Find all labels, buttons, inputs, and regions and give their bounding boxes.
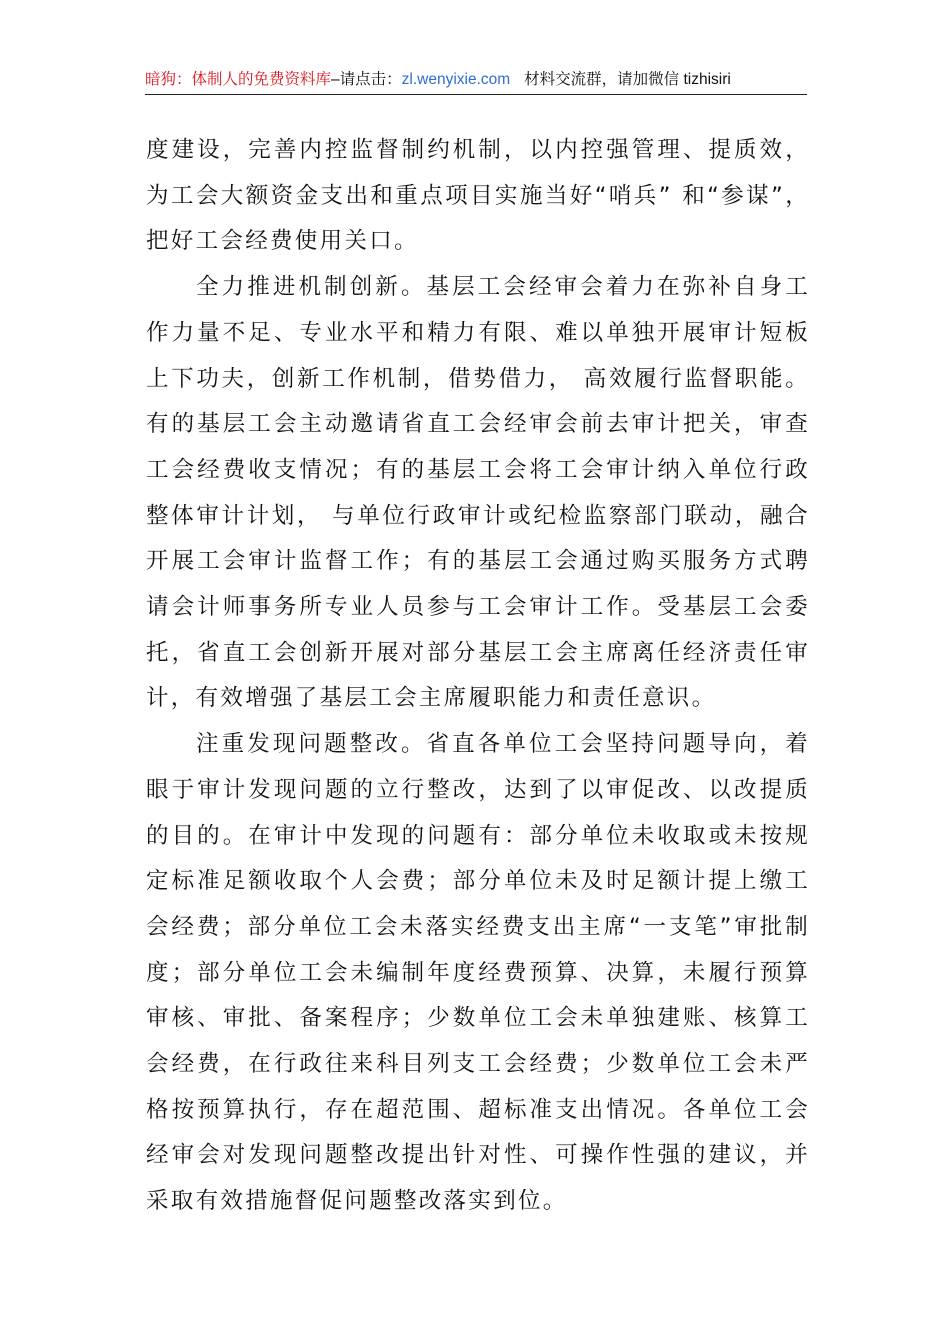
header-brand: 暗狗：体制人的免费资料库 — [145, 71, 332, 88]
paragraph-mechanism-innovation: 全力推进机制创新。基层工会经审会着力在弥补自身工作力量不足、专业水平和精力有限、难以单独开展审计短板上下功夫，创新工作机制，借势借力， 高效履行监督职能。有的基层工会主动邀请省直工会经审会前去审计把关，审查工会经费收支情况；有的基层工会将工会审计纳入单位行政整体审计计划， 与单位行政审计或纪检监察部门联动，融合开展工会审计监督工作；有的基层工会通过购买服务方式聘请会计师事务所专业人员参与工会审计工作。受基层工会委托，省直工会创新开展对部分基层工会主席离任经济责任审计，有效增强了基层工会主席履职能力和责任意识。 — [146, 274, 810, 712]
header-click-prompt: –请点击： — [331, 71, 402, 88]
page-header — [145, 66, 807, 95]
document-body — [146, 128, 810, 1225]
paragraph-problem-rectification: 注重发现问题整改。省直各单位工会坚持问题导向，着眼于审计发现问题的立行整改，达到了以审促改、以改提质的目的。在审计中发现的问题有：部分单位未收取或未按规定标准足额收取个人会费；部分单位未及时足额计提上缴工会经费；部分单位工会未落实经费支出主席“一支笔”审批制度；部分单位工会未编制年度经费预算、决算，未履行预算审核、审批、备案程序；少数单位工会未单独建账、核算工会经费，在行政往来科目列支工会经费；少数单位工会未严格按预算执行，存在超范围、超标准支出情况。各单位工会经审会对发现问题整改提出针对性、可操作性强的建议，并采取有效措施督促问题整改落实到位。 — [146, 731, 810, 1215]
paragraph-continuation: 度建设，完善内控监督制约机制，以内控强管理、提质效，为工会大额资金支出和重点项目实施当好“哨兵” 和“参谋”，把好工会经费使用关口。 — [146, 137, 810, 255]
header-group-note: 材料交流群，请加微信 tizhisiri — [524, 71, 731, 88]
header-url-link[interactable]: zl.wenyixie.com — [401, 71, 511, 88]
